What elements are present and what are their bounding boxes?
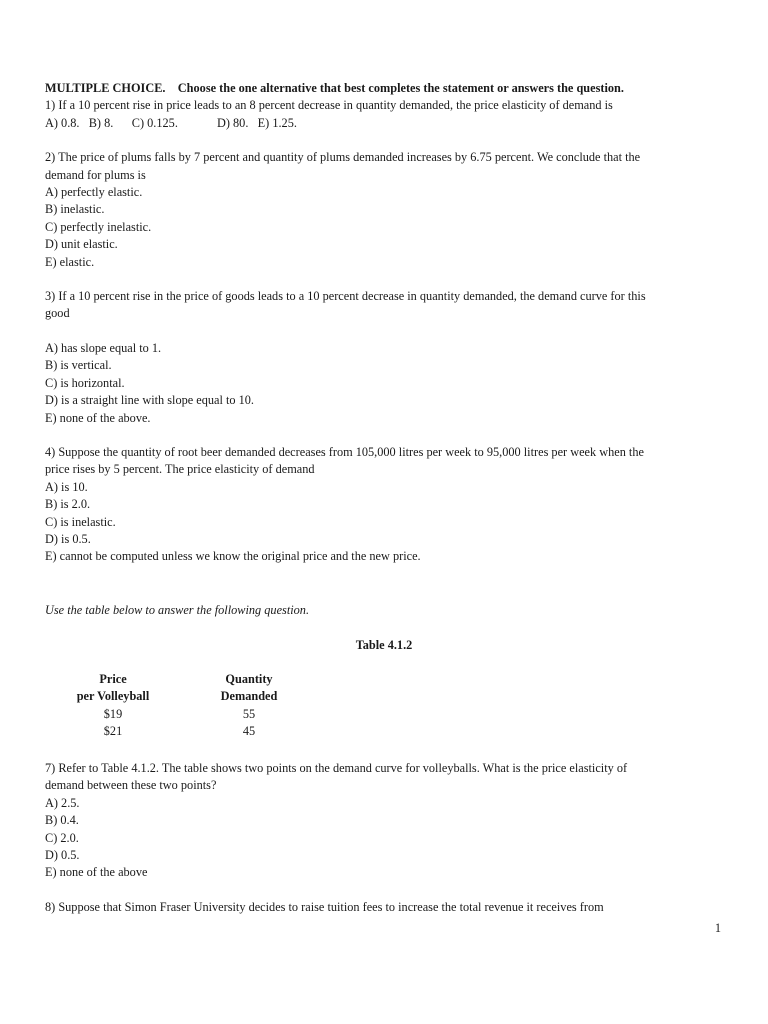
question-4-stem-line1: 4) Suppose the quantity of root beer demanded decreases from 105,000 litres per week to 95,000 litres per week when the [45, 444, 644, 459]
q4-option-c: C) is inelastic. [45, 514, 116, 529]
document-body [45, 80, 725, 566]
question-1-options [45, 115, 725, 132]
question-4-stem-line2: price rises by 5 percent. The price elasticity of demand [45, 462, 315, 477]
question-2-stem-line2: demand for plums is [45, 167, 146, 182]
q2-option-a: A) perfectly elastic. [45, 185, 143, 200]
q1-option-d: D) 80. [216, 115, 249, 130]
table-cell-price-2: $21 [103, 724, 123, 739]
q2-option-b: B) inelastic. [45, 202, 105, 217]
q4-option-e: E) cannot be computed unless we know the original price and the new price. [45, 549, 421, 564]
q3-option-e: E) none of the above. [45, 410, 151, 425]
table-cell-quantity-1: 55 [242, 707, 256, 721]
q3-option-b: B) is vertical. [45, 358, 112, 373]
section-instruction: Choose the one alternative that best completes the statement or answers the question. [177, 81, 624, 95]
table-header-quantity [203, 671, 295, 706]
q3-option-a: A) has slope equal to 1. [45, 340, 162, 355]
table-header-quantity-line2: Demanded [220, 689, 278, 704]
table-cell-quantity-2: 45 [242, 724, 256, 739]
table-intro: Use the table below to answer the following question. [45, 603, 310, 617]
table-row [203, 706, 295, 741]
q1-option-a: A) 0.8. [45, 115, 80, 130]
q7-option-c: C) 2.0. [45, 830, 79, 845]
q3-option-c: C) is horizontal. [45, 375, 125, 390]
table-cell-price-1: $19 [103, 707, 123, 721]
q2-option-c: C) perfectly inelastic. [45, 219, 152, 234]
question-8-stem-line1: 8) Suppose that Simon Fraser University decides to raise tuition fees to increase the total revenue it receives from [45, 899, 604, 914]
table-row [60, 706, 166, 741]
q4-option-b: B) is 2.0. [45, 497, 91, 512]
question-1-stem: 1) If a 10 percent rise in price leads to an 8 percent decrease in quantity demanded, the price elasticity of demand is [45, 98, 613, 113]
table-header-price-line2: per Volleyball [76, 689, 150, 704]
q4-option-d: D) is 0.5. [45, 531, 91, 546]
q7-option-e: E) none of the above [45, 865, 148, 880]
question-7-stem-line1: 7) Refer to Table 4.1.2. The table shows two points on the demand curve for volleyballs. What is the price elasticity of [45, 761, 628, 775]
q7-option-b: B) 0.4. [45, 813, 79, 828]
table-header-price-line1: Price [99, 672, 127, 686]
section-header [45, 80, 725, 97]
q7-option-a: A) 2.5. [45, 795, 80, 810]
page-number: 1 [714, 921, 721, 935]
q2-option-d: D) unit elastic. [45, 237, 118, 252]
question-2-stem-line1: 2) The price of plums falls by 7 percent and quantity of plums demanded increases by 6.75 percent. We conclude that the [45, 150, 641, 165]
q4-option-a: A) is 10. [45, 479, 88, 494]
q2-option-e: E) elastic. [45, 254, 95, 269]
section-label: MULTIPLE CHOICE. [45, 81, 166, 95]
table-header-quantity-line1: Quantity [225, 672, 273, 686]
q1-option-c: C) 0.125. [131, 115, 178, 130]
q3-option-d: D) is a straight line with slope equal to 10. [45, 393, 255, 408]
question-3-stem-line1: 3) If a 10 percent rise in the price of goods leads to a 10 percent decrease in quantity demanded, the demand curve for this [45, 289, 646, 304]
question-3-stem-line2: good [45, 306, 70, 321]
q1-option-e: E) 1.25. [257, 115, 297, 130]
table-title: Table 4.1.2 [355, 638, 413, 652]
q7-option-d: D) 0.5. [45, 848, 80, 863]
question-7-stem-line2: demand between these two points? [45, 778, 217, 793]
table-header-price [60, 671, 166, 706]
question-7-block [45, 760, 725, 916]
q1-option-b: B) 8. [88, 115, 114, 130]
